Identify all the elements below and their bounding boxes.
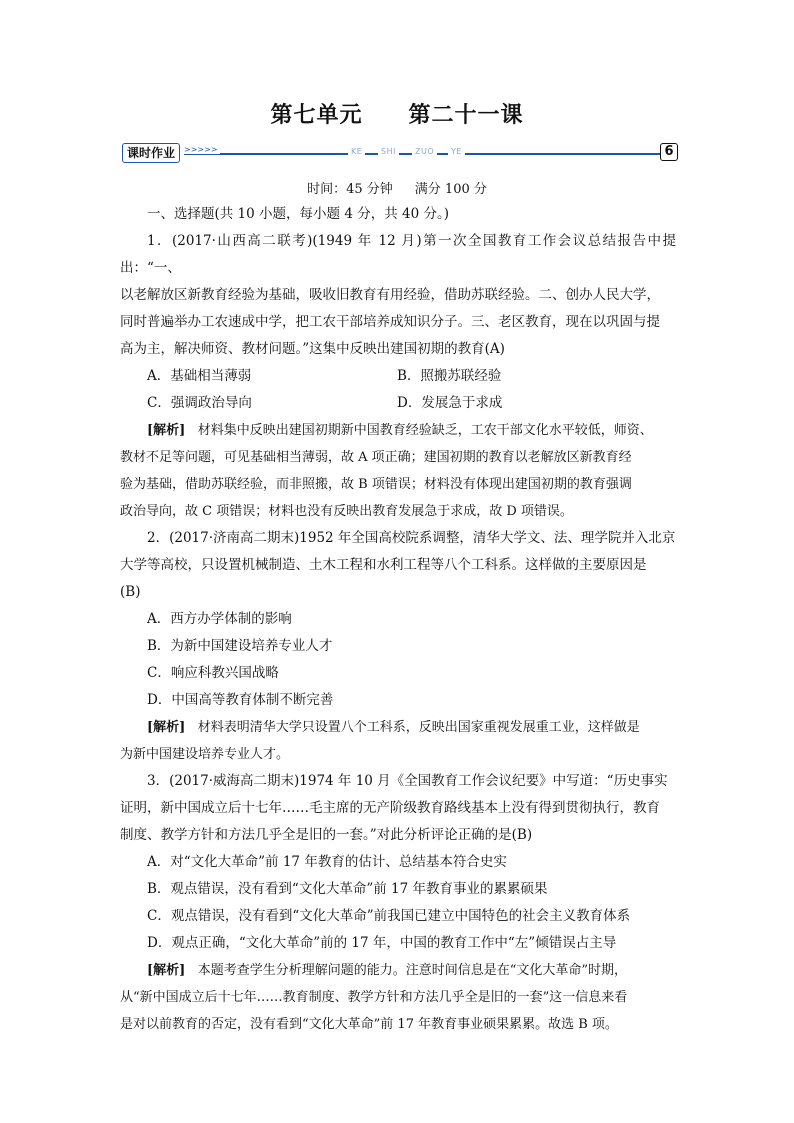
question-3-line: 3．(2017·威海高二期末)1974 年 10 月《全国教育工作会议纪要》中写道：“历史事实 (147, 773, 668, 789)
question-1-analysis-line: 验为基础，借助苏联经验，而非照搬，故 B 项错误；材料没有体现出建国初期的教育强调 (120, 477, 632, 492)
exam-meta (0, 178, 794, 197)
option-c: C．强调政治导向 (147, 395, 252, 411)
question-3-analysis-line: 从“新中国成立后十七年……教育制度、教学方针和方法几乎全是旧的一套”这一信息来看 (120, 990, 628, 1005)
analysis-label: [解析] (147, 963, 186, 978)
question-2-line: (B) (120, 584, 141, 600)
option-a: A．对“文化大革命”前 17 年教育的估计、总结基本符合史实 (147, 854, 507, 870)
option-a: A．西方办学体制的影响 (147, 611, 292, 627)
option-d: D．中国高等教育体制不断完善 (147, 692, 334, 708)
section-heading: 一、选择题(共 10 小题，每小题 4 分，共 40 分。) (147, 206, 449, 222)
option-b: B．为新中国建设培养专业人才 (147, 638, 333, 654)
page-title (0, 98, 794, 129)
analysis-label: [解析] (147, 720, 186, 735)
option-b: B．观点错误，没有看到“文化大革命”前 17 年教育事业的累累硕果 (147, 881, 548, 897)
question-1-options-row (120, 363, 676, 390)
analysis-text: 材料表明清华大学只设置八个工科系，反映出国家重视发展重工业，这样做是 (197, 720, 640, 735)
question-3-line: 制度、教学方针和方法几乎全是旧的一套。”对此分析评论正确的是(B) (120, 827, 533, 843)
banner-word: KE (348, 147, 365, 156)
banner-word: YE (448, 147, 465, 156)
question-3-analysis-line: 是对以前教育的否定，没有看到“文化大革命”前 17 年教育事业硕果累累。故选 B 项。 (120, 1017, 618, 1032)
analysis-label: [解析] (147, 423, 186, 438)
question-1-line: 1．(2017·山西高二联考)(1949 年 12 月)第一次全国教育工作会议总结报告中提出：“一、 (120, 233, 676, 276)
option-c: C．响应科教兴国战略 (147, 665, 279, 681)
question-1-analysis-line: 教材不足等问题，可见基础相当薄弱，故 A 项正确；建国初期的教育以老解放区新教育经 (120, 450, 632, 465)
question-1-analysis (120, 417, 676, 444)
analysis-text: 材料集中反映出建国初期新中国教育经验缺乏，工农干部文化水平较低，师资、 (197, 423, 653, 438)
analysis-text: 本题考查学生分析理解问题的能力。注意时间信息是在“文化大革命”时期， (197, 963, 628, 978)
question-2-line: 2．(2017·济南高二期末)1952 年全国高校院系调整，清华大学文、法、理学院并入北京 (147, 530, 676, 546)
lesson-title: 第二十一课 (408, 102, 524, 128)
question-2-analysis (120, 714, 676, 741)
unit-title: 第七单元 (270, 102, 363, 128)
banner-word: SHI (378, 147, 399, 156)
question-1-line: 高为主，解决师资、教材问题。”这集中反映出建国初期的教育(A) (120, 341, 505, 357)
option-b: B．照搬苏联经验 (397, 368, 502, 384)
question-1-line: 同时普遍举办工农速成中学，把工农干部培养成知识分子。三、老区教育，现在以巩固与提 (120, 314, 660, 330)
option-d: D．发展急于求成 (397, 395, 503, 411)
question-content (120, 201, 676, 1038)
homework-banner (122, 143, 678, 163)
option-a: A．基础相当薄弱 (147, 368, 252, 384)
question-1-analysis-line: 政治导向，故 C 项错误；材料也没有反映出教育发展急于求成，故 D 项错误。 (120, 504, 573, 519)
question-2-line: 大学等高校，只设置机械制造、土木工程和水利工程等八个工科系。这样做的主要原因是 (120, 557, 647, 573)
question-1-options-row (120, 390, 676, 417)
question-3-line: 证明，新中国成立后十七年……毛主席的无产阶级教育路线基本上没有得到贯彻执行，教育 (120, 800, 660, 816)
banner-label: 课时作业 (122, 143, 180, 163)
question-2-analysis-line: 为新中国建设培养专业人才。 (120, 747, 290, 762)
question-1-line: 以老解放区新教育经验为基础，吸收旧教育有用经验，借助苏联经验。二、创办人民大学， (120, 287, 660, 303)
option-d: D．观点正确，“文化大革命”前的 17 年，中国的教育工作中“左”倾错误占主导 (147, 935, 617, 951)
lesson-badge: 6 (660, 143, 678, 161)
full-score: 满分 100 分 (414, 182, 487, 197)
banner-word: ZUO (412, 147, 437, 156)
banner-arrows: >>>>> (184, 145, 218, 154)
question-3-analysis (120, 957, 676, 984)
time-limit: 时间：45 分钟 (307, 182, 393, 197)
option-c: C．观点错误，没有看到“文化大革命”前我国已建立中国特色的社会主义教育体系 (147, 908, 631, 924)
